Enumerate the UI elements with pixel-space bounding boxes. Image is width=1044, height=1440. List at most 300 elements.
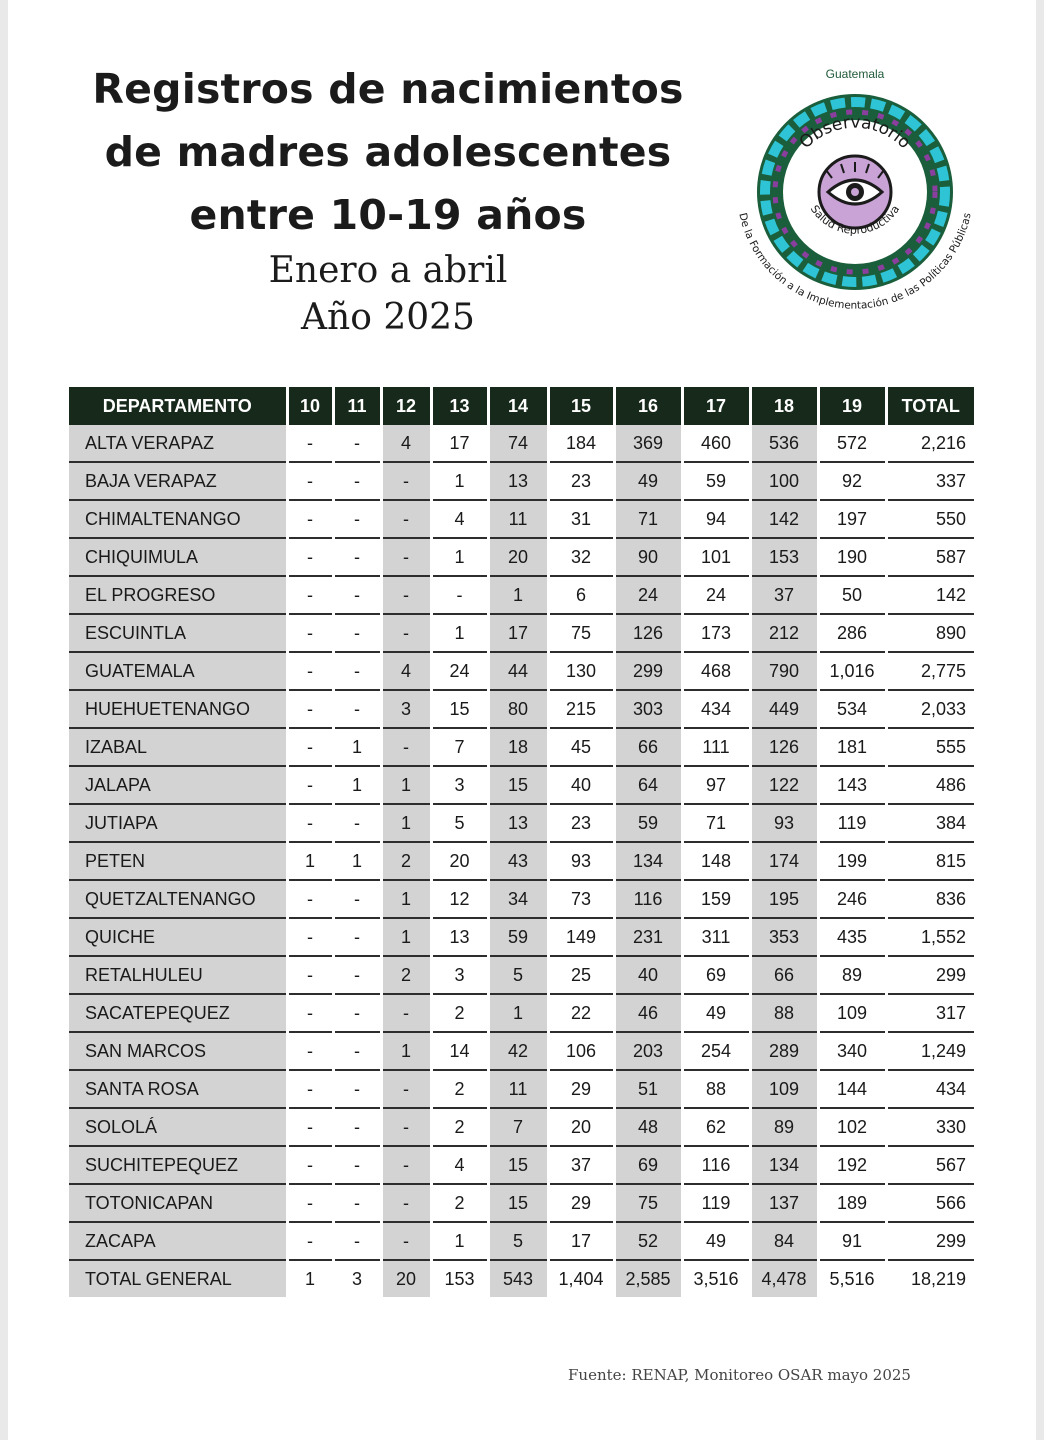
- value-cell: -: [333, 1108, 381, 1146]
- table-row: [69, 918, 974, 956]
- total-cell: 890: [886, 614, 974, 652]
- value-cell: 46: [614, 994, 682, 1032]
- value-cell: 231: [614, 918, 682, 956]
- value-cell: 111: [682, 728, 750, 766]
- table-row: [69, 1032, 974, 1070]
- table-row: [69, 538, 974, 576]
- value-cell: -: [287, 728, 333, 766]
- department-cell: RETALHULEU: [69, 956, 287, 994]
- total-cell: 2,775: [886, 652, 974, 690]
- total-cell: 550: [886, 500, 974, 538]
- value-cell: -: [287, 956, 333, 994]
- value-cell: 100: [750, 462, 818, 500]
- department-cell: QUICHE: [69, 918, 287, 956]
- total-cell: 317: [886, 994, 974, 1032]
- value-cell: 2: [431, 994, 488, 1032]
- table-row: [69, 462, 974, 500]
- value-cell: 2,585: [614, 1260, 682, 1297]
- value-cell: 134: [750, 1146, 818, 1184]
- value-cell: 94: [682, 500, 750, 538]
- value-cell: -: [333, 500, 381, 538]
- value-cell: 174: [750, 842, 818, 880]
- value-cell: 1: [381, 880, 431, 918]
- value-cell: -: [287, 880, 333, 918]
- logo-name: Observatorio: [795, 112, 915, 153]
- value-cell: 4,478: [750, 1260, 818, 1297]
- table-row: [69, 652, 974, 690]
- value-cell: 173: [682, 614, 750, 652]
- department-cell: HUEHUETENANGO: [69, 690, 287, 728]
- value-cell: 62: [682, 1108, 750, 1146]
- value-cell: 1: [431, 538, 488, 576]
- value-cell: 37: [750, 576, 818, 614]
- value-cell: 536: [750, 425, 818, 462]
- value-cell: 142: [750, 500, 818, 538]
- value-cell: 534: [818, 690, 886, 728]
- value-cell: 254: [682, 1032, 750, 1070]
- column-header: 19: [818, 387, 886, 425]
- value-cell: -: [381, 728, 431, 766]
- value-cell: 303: [614, 690, 682, 728]
- value-cell: 49: [614, 462, 682, 500]
- table-row: [69, 804, 974, 842]
- column-header: 11: [333, 387, 381, 425]
- value-cell: 4: [381, 425, 431, 462]
- value-cell: 88: [682, 1070, 750, 1108]
- department-cell: JUTIAPA: [69, 804, 287, 842]
- value-cell: 1: [431, 614, 488, 652]
- value-cell: -: [287, 918, 333, 956]
- department-cell: ESCUINTLA: [69, 614, 287, 652]
- value-cell: -: [287, 462, 333, 500]
- value-cell: 184: [548, 425, 614, 462]
- value-cell: 190: [818, 538, 886, 576]
- value-cell: 299: [614, 652, 682, 690]
- total-cell: 2,033: [886, 690, 974, 728]
- department-cell: SOLOLÁ: [69, 1108, 287, 1146]
- column-header: 15: [548, 387, 614, 425]
- value-cell: 460: [682, 425, 750, 462]
- value-cell: 434: [682, 690, 750, 728]
- value-cell: 137: [750, 1184, 818, 1222]
- value-cell: 20: [488, 538, 548, 576]
- value-cell: 1: [287, 1260, 333, 1297]
- column-header: 18: [750, 387, 818, 425]
- value-cell: 23: [548, 462, 614, 500]
- value-cell: -: [431, 576, 488, 614]
- table-row: [69, 690, 974, 728]
- value-cell: 59: [682, 462, 750, 500]
- value-cell: -: [333, 652, 381, 690]
- value-cell: 116: [614, 880, 682, 918]
- total-cell: 1,249: [886, 1032, 974, 1070]
- department-cell: ALTA VERAPAZ: [69, 425, 287, 462]
- value-cell: 51: [614, 1070, 682, 1108]
- value-cell: -: [333, 1222, 381, 1260]
- department-cell: GUATEMALA: [69, 652, 287, 690]
- total-cell: 815: [886, 842, 974, 880]
- table-row: [69, 1108, 974, 1146]
- value-cell: 189: [818, 1184, 886, 1222]
- table-row: [69, 425, 974, 462]
- total-cell: 384: [886, 804, 974, 842]
- value-cell: -: [287, 1070, 333, 1108]
- value-cell: 64: [614, 766, 682, 804]
- value-cell: 71: [614, 500, 682, 538]
- value-cell: -: [381, 576, 431, 614]
- value-cell: 1: [431, 1222, 488, 1260]
- value-cell: 37: [548, 1146, 614, 1184]
- value-cell: -: [287, 652, 333, 690]
- value-cell: 101: [682, 538, 750, 576]
- value-cell: 199: [818, 842, 886, 880]
- logo-tagline: De la Formación a la Implementación de las Políticas Públicas: [736, 211, 974, 312]
- value-cell: 116: [682, 1146, 750, 1184]
- value-cell: 246: [818, 880, 886, 918]
- value-cell: -: [287, 500, 333, 538]
- value-cell: 212: [750, 614, 818, 652]
- department-cell: SAN MARCOS: [69, 1032, 287, 1070]
- value-cell: 102: [818, 1108, 886, 1146]
- value-cell: 6: [548, 576, 614, 614]
- value-cell: 24: [431, 652, 488, 690]
- value-cell: -: [333, 918, 381, 956]
- total-cell: 299: [886, 1222, 974, 1260]
- value-cell: 42: [488, 1032, 548, 1070]
- value-cell: 48: [614, 1108, 682, 1146]
- value-cell: 93: [548, 842, 614, 880]
- value-cell: -: [381, 1184, 431, 1222]
- value-cell: 88: [750, 994, 818, 1032]
- value-cell: -: [333, 956, 381, 994]
- value-cell: -: [287, 1032, 333, 1070]
- value-cell: -: [287, 1184, 333, 1222]
- value-cell: 22: [548, 994, 614, 1032]
- value-cell: -: [333, 538, 381, 576]
- value-cell: 69: [614, 1146, 682, 1184]
- column-header: DEPARTAMENTO: [69, 387, 287, 425]
- value-cell: 5: [431, 804, 488, 842]
- value-cell: -: [333, 614, 381, 652]
- value-cell: 49: [682, 1222, 750, 1260]
- value-cell: 71: [682, 804, 750, 842]
- value-cell: -: [381, 994, 431, 1032]
- table-row: [69, 842, 974, 880]
- value-cell: 1: [431, 462, 488, 500]
- title-line-2: de madres adolescentes: [104, 128, 672, 176]
- value-cell: 23: [548, 804, 614, 842]
- value-cell: 59: [488, 918, 548, 956]
- value-cell: 59: [614, 804, 682, 842]
- department-cell: SUCHITEPEQUEZ: [69, 1146, 287, 1184]
- value-cell: 25: [548, 956, 614, 994]
- value-cell: 119: [818, 804, 886, 842]
- value-cell: -: [287, 576, 333, 614]
- value-cell: 572: [818, 425, 886, 462]
- value-cell: 90: [614, 538, 682, 576]
- value-cell: 543: [488, 1260, 548, 1297]
- value-cell: 1: [333, 728, 381, 766]
- value-cell: -: [333, 1070, 381, 1108]
- value-cell: 73: [548, 880, 614, 918]
- department-cell: PETEN: [69, 842, 287, 880]
- department-cell: SANTA ROSA: [69, 1070, 287, 1108]
- total-cell: 567: [886, 1146, 974, 1184]
- department-cell: CHIQUIMULA: [69, 538, 287, 576]
- table-row: [69, 994, 974, 1032]
- value-cell: 75: [548, 614, 614, 652]
- value-cell: 4: [381, 652, 431, 690]
- total-cell: 1,552: [886, 918, 974, 956]
- value-cell: 143: [818, 766, 886, 804]
- value-cell: 468: [682, 652, 750, 690]
- department-cell: TOTONICAPAN: [69, 1184, 287, 1222]
- value-cell: 43: [488, 842, 548, 880]
- department-cell: EL PROGRESO: [69, 576, 287, 614]
- value-cell: -: [333, 1032, 381, 1070]
- value-cell: 1,016: [818, 652, 886, 690]
- total-cell: 836: [886, 880, 974, 918]
- value-cell: 311: [682, 918, 750, 956]
- value-cell: -: [333, 804, 381, 842]
- value-cell: 3,516: [682, 1260, 750, 1297]
- value-cell: 12: [431, 880, 488, 918]
- value-cell: -: [333, 880, 381, 918]
- department-cell: ZACAPA: [69, 1222, 287, 1260]
- value-cell: -: [333, 462, 381, 500]
- value-cell: 195: [750, 880, 818, 918]
- value-cell: 449: [750, 690, 818, 728]
- value-cell: 80: [488, 690, 548, 728]
- value-cell: 69: [682, 956, 750, 994]
- value-cell: 31: [548, 500, 614, 538]
- value-cell: 84: [750, 1222, 818, 1260]
- value-cell: 18: [488, 728, 548, 766]
- department-cell: TOTAL GENERAL: [69, 1260, 287, 1297]
- value-cell: 215: [548, 690, 614, 728]
- value-cell: 126: [614, 614, 682, 652]
- value-cell: -: [381, 1222, 431, 1260]
- department-cell: CHIMALTENANGO: [69, 500, 287, 538]
- column-header: 13: [431, 387, 488, 425]
- value-cell: 197: [818, 500, 886, 538]
- value-cell: 29: [548, 1070, 614, 1108]
- table-row: [69, 1070, 974, 1108]
- total-cell: 18,219: [886, 1260, 974, 1297]
- value-cell: -: [333, 994, 381, 1032]
- table-row: [69, 766, 974, 804]
- value-cell: 17: [431, 425, 488, 462]
- value-cell: 66: [750, 956, 818, 994]
- value-cell: 1,404: [548, 1260, 614, 1297]
- value-cell: 119: [682, 1184, 750, 1222]
- value-cell: 353: [750, 918, 818, 956]
- value-cell: 7: [488, 1108, 548, 1146]
- value-cell: 5,516: [818, 1260, 886, 1297]
- value-cell: 435: [818, 918, 886, 956]
- value-cell: 109: [818, 994, 886, 1032]
- value-cell: 790: [750, 652, 818, 690]
- value-cell: 203: [614, 1032, 682, 1070]
- table-row: [69, 1146, 974, 1184]
- department-cell: SACATEPEQUEZ: [69, 994, 287, 1032]
- source-note: Fuente: RENAP, Monitoreo OSAR mayo 2025: [568, 1366, 911, 1384]
- value-cell: -: [381, 1146, 431, 1184]
- value-cell: 20: [548, 1108, 614, 1146]
- department-cell: IZABAL: [69, 728, 287, 766]
- value-cell: 369: [614, 425, 682, 462]
- column-header: TOTAL: [886, 387, 974, 425]
- table-row: [69, 1222, 974, 1260]
- value-cell: 45: [548, 728, 614, 766]
- total-cell: 142: [886, 576, 974, 614]
- value-cell: 17: [548, 1222, 614, 1260]
- table-row: [69, 614, 974, 652]
- table-header-row: [69, 387, 974, 425]
- value-cell: -: [333, 425, 381, 462]
- column-header: 10: [287, 387, 333, 425]
- value-cell: 13: [488, 804, 548, 842]
- value-cell: 2: [431, 1108, 488, 1146]
- value-cell: -: [333, 690, 381, 728]
- column-header: 12: [381, 387, 431, 425]
- title-line-1: Registros de nacimientos: [92, 65, 684, 113]
- value-cell: 3: [333, 1260, 381, 1297]
- value-cell: 181: [818, 728, 886, 766]
- value-cell: -: [287, 614, 333, 652]
- value-cell: 5: [488, 956, 548, 994]
- value-cell: 153: [750, 538, 818, 576]
- value-cell: 40: [614, 956, 682, 994]
- value-cell: 15: [431, 690, 488, 728]
- column-header: 17: [682, 387, 750, 425]
- value-cell: -: [287, 1108, 333, 1146]
- value-cell: 34: [488, 880, 548, 918]
- value-cell: -: [381, 538, 431, 576]
- value-cell: 17: [488, 614, 548, 652]
- value-cell: 2: [381, 956, 431, 994]
- table-row: [69, 728, 974, 766]
- total-general-row: [69, 1260, 974, 1297]
- observatorio-logo: [720, 56, 990, 326]
- value-cell: -: [287, 994, 333, 1032]
- value-cell: 3: [431, 956, 488, 994]
- total-cell: 299: [886, 956, 974, 994]
- value-cell: 97: [682, 766, 750, 804]
- value-cell: 1: [381, 918, 431, 956]
- value-cell: 1: [381, 1032, 431, 1070]
- value-cell: 66: [614, 728, 682, 766]
- logo-subtitle: Salud Reproductiva: [807, 202, 903, 237]
- value-cell: 1: [488, 576, 548, 614]
- value-cell: 75: [614, 1184, 682, 1222]
- value-cell: -: [287, 1222, 333, 1260]
- value-cell: 44: [488, 652, 548, 690]
- value-cell: -: [333, 1146, 381, 1184]
- value-cell: 92: [818, 462, 886, 500]
- total-cell: 566: [886, 1184, 974, 1222]
- value-cell: 91: [818, 1222, 886, 1260]
- value-cell: 1: [488, 994, 548, 1032]
- value-cell: 2: [431, 1184, 488, 1222]
- value-cell: -: [287, 804, 333, 842]
- department-cell: JALAPA: [69, 766, 287, 804]
- value-cell: -: [287, 538, 333, 576]
- value-cell: 2: [431, 1070, 488, 1108]
- value-cell: -: [287, 690, 333, 728]
- total-cell: 587: [886, 538, 974, 576]
- document-page: [8, 0, 1036, 1440]
- value-cell: 13: [431, 918, 488, 956]
- value-cell: 14: [431, 1032, 488, 1070]
- total-cell: 555: [886, 728, 974, 766]
- column-header: 16: [614, 387, 682, 425]
- total-cell: 434: [886, 1070, 974, 1108]
- column-header: 14: [488, 387, 548, 425]
- total-cell: 2,216: [886, 425, 974, 462]
- total-cell: 330: [886, 1108, 974, 1146]
- value-cell: -: [381, 1070, 431, 1108]
- value-cell: 153: [431, 1260, 488, 1297]
- value-cell: 24: [614, 576, 682, 614]
- value-cell: 29: [548, 1184, 614, 1222]
- logo-country: Guatemala: [825, 67, 885, 81]
- department-cell: QUETZALTENANGO: [69, 880, 287, 918]
- value-cell: 2: [381, 842, 431, 880]
- total-cell: 486: [886, 766, 974, 804]
- value-cell: 144: [818, 1070, 886, 1108]
- value-cell: 286: [818, 614, 886, 652]
- value-cell: 1: [287, 842, 333, 880]
- title-line-3: entre 10-19 años: [189, 191, 587, 239]
- period-label: Enero a abril: [268, 250, 508, 291]
- value-cell: -: [287, 766, 333, 804]
- value-cell: 126: [750, 728, 818, 766]
- value-cell: 32: [548, 538, 614, 576]
- value-cell: 74: [488, 425, 548, 462]
- table-row: [69, 880, 974, 918]
- value-cell: 134: [614, 842, 682, 880]
- value-cell: 130: [548, 652, 614, 690]
- value-cell: 1: [333, 766, 381, 804]
- value-cell: 40: [548, 766, 614, 804]
- value-cell: 159: [682, 880, 750, 918]
- table-row: [69, 1184, 974, 1222]
- value-cell: 149: [548, 918, 614, 956]
- value-cell: -: [333, 1184, 381, 1222]
- value-cell: 5: [488, 1222, 548, 1260]
- value-cell: 11: [488, 1070, 548, 1108]
- value-cell: -: [287, 1146, 333, 1184]
- value-cell: 340: [818, 1032, 886, 1070]
- table-row: [69, 956, 974, 994]
- births-table: [69, 387, 974, 1297]
- value-cell: 24: [682, 576, 750, 614]
- value-cell: 93: [750, 804, 818, 842]
- table-row: [69, 500, 974, 538]
- value-cell: 1: [333, 842, 381, 880]
- value-cell: 11: [488, 500, 548, 538]
- value-cell: 50: [818, 576, 886, 614]
- value-cell: 89: [750, 1108, 818, 1146]
- value-cell: 52: [614, 1222, 682, 1260]
- value-cell: -: [333, 576, 381, 614]
- value-cell: 4: [431, 500, 488, 538]
- value-cell: 106: [548, 1032, 614, 1070]
- value-cell: 20: [431, 842, 488, 880]
- title-block: [48, 58, 728, 341]
- value-cell: -: [381, 1108, 431, 1146]
